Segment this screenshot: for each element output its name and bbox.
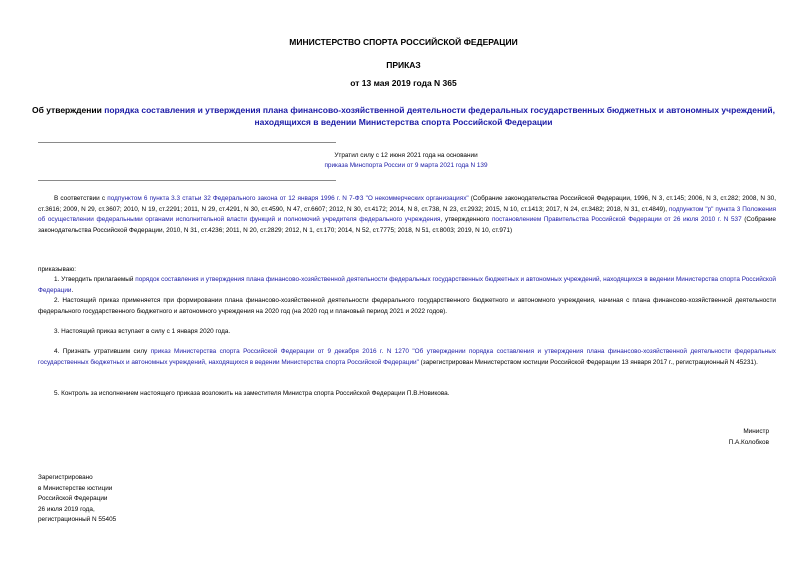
repeal-note-link[interactable]: приказа Минспорта России от 9 марта 2021 года N 139 [324, 162, 488, 169]
preamble-text-3: , утвержденного [440, 216, 492, 224]
order-word: приказываю: [38, 266, 76, 273]
item-5: 5. Контроль за исполнением настоящего приказа возложить на заместителя Министра спорта Российской Федерации П.В.Новикова. [54, 390, 450, 397]
title-prefix: Об утверждении [32, 105, 105, 115]
signature-position: Министр [743, 428, 769, 435]
ministry-heading: МИНИСТЕРСТВО СПОРТА РОССИЙСКОЙ ФЕДЕРАЦИИ [289, 37, 518, 47]
item-1-text: 1. Утвердить прилагаемый [54, 276, 136, 283]
item-3: 3. Настоящий приказ вступает в силу с 1 января 2020 года. [54, 328, 231, 335]
date-number-heading: от 13 мая 2019 года N 365 [350, 78, 457, 88]
item-1-link[interactable]: порядок составления и утверждения плана финансово-хозяйственной деятельности федеральных государственных бюджетных и автономных учреждений, находящихся в ведении Министерства спорта Российской Федерации [38, 276, 776, 294]
preamble-text-2: (Собрание законодательства Российской Федерации, 1996, N 3, ст.145; 2006, N 3, ст.282; 2008, N 30, ст.3616; 2009, N 29, ст.3607; 2010, N 19, ст.2291; 2011, N 29, ст.4291, N 30, ст.4590, N 47, ст.6607; 2012, N 30, ст.4172; 2014, N 8, ст.738, N 23, ст.2932; 2015, N 10, ст.1413; 2017, N 24, ст.3482; 2018, N 31, ст.4849), [38, 195, 776, 213]
item-2: 2. Настоящий приказ применяется при формировании плана финансово-хозяйственной деятельности федерального государственного бюджетного и автономного учреждения, начиная с плана финансово-хозяйственной деятельности федерального государственного бюджетного и автономного учреждения на 2020 год (на 2020 год и плановый период 2021 и 2022 годов). [38, 297, 776, 315]
registration-line-3: Российской Федерации [38, 495, 108, 503]
item-4 [38, 347, 776, 368]
item-1 [38, 275, 776, 296]
preamble-law-link[interactable]: подпунктом 6 пункта 3.3 статьи 32 Федерального закона от 12 января 1996 г. N 7-ФЗ "О некоммерческих организациях" [107, 195, 469, 202]
registration-line-1: Зарегистрировано [38, 474, 93, 481]
item-4-link[interactable]: приказ Министерства спорта Российской Федерации от 9 декабря 2016 г. N 1270 "Об утверждении порядка составления и утверждения плана финансово-хозяйственной деятельности федеральных государственных бюджетных и автономных учреждений, находящихся в ведении Министерства спорта Российской Федерации" [38, 348, 776, 366]
preamble-text-4: (Собрание законодательства Российской Федерации, 2010, N 31, ст.4236; 2011, N 20, ст.2829; 2012, N 1, ст.170; 2014, N 52, ст.7775; 2018, N 51, ст.8003; 2019, N 10, ст.971) [38, 216, 776, 234]
registration-line-2: в Министерстве юстиции [38, 484, 113, 492]
preamble-text-1: В соответствии с [54, 195, 108, 202]
registration-line-4: 26 июля 2019 года, [38, 505, 95, 513]
item-1-end: . [71, 286, 74, 294]
registration-line-5: регистрационный N 55405 [38, 516, 117, 524]
signature-block [729, 427, 769, 448]
preamble-resolution-link[interactable]: постановлением Правительства Российской Федерации от 26 июля 2010 г. N 537 [491, 216, 742, 224]
repeal-note-text: Утратил силу с 12 июня 2021 года на основании [334, 152, 478, 159]
preamble-paragraph [38, 194, 776, 236]
item-4-text: 4. Признать утратившим силу [54, 348, 151, 355]
divider-bottom [38, 180, 336, 181]
document-title [30, 104, 777, 128]
divider-top [38, 142, 336, 143]
title-link[interactable]: порядка составления и утверждения плана финансово-хозяйственной деятельности федеральных государственных бюджетных и автономных учреждений, находящихся в ведении Министерства спорта Российской Федерации [104, 105, 775, 127]
preamble-regulation-link[interactable]: подпунктом "р" пункта 3 Положения об осуществлении федеральными органами исполнительной власти функций и полномочий учредителя федерального учреждения [38, 205, 776, 224]
item-4-end: (зарегистрирован Министерством юстиции Российской Федерации 13 января 2017 г., регистрационный N 45231). [418, 358, 758, 366]
doc-type-heading: ПРИКАЗ [386, 60, 421, 70]
repeal-note [36, 151, 776, 171]
signature-name: П.А.Колобков [728, 438, 769, 446]
registration-block [38, 473, 116, 526]
